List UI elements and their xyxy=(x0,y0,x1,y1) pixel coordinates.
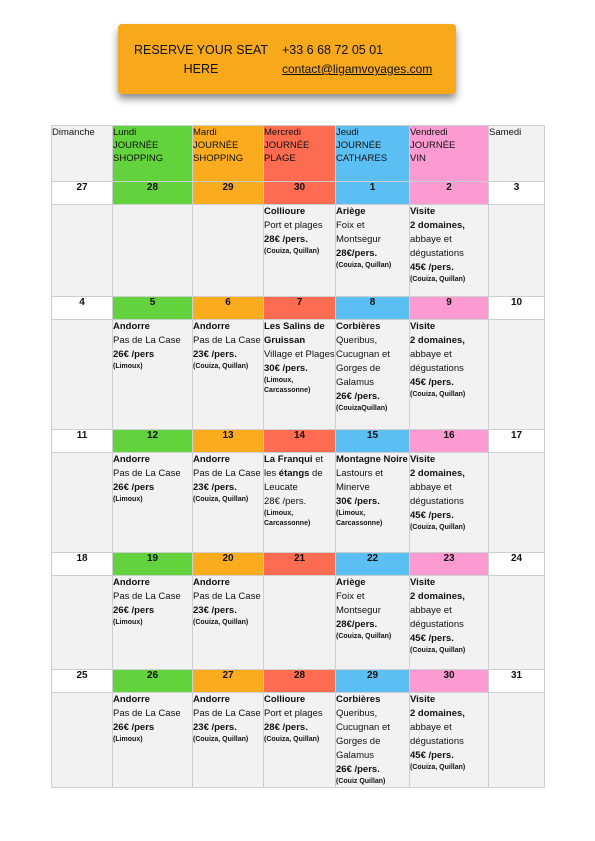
description: abbaye et dégustations xyxy=(410,349,464,374)
destination: Visite xyxy=(410,694,436,705)
theme-line-2: CATHARES xyxy=(336,153,388,164)
header-wednesday xyxy=(264,126,336,182)
header-friday xyxy=(410,126,489,182)
destination: Collioure xyxy=(264,694,306,705)
date-cell: 23 xyxy=(410,553,489,576)
empty-cell xyxy=(489,693,545,788)
destination: Andorre xyxy=(193,577,230,588)
description: abbaye et dégustations xyxy=(410,234,464,259)
destination: Andorre xyxy=(193,694,230,705)
description: Village et Plages xyxy=(264,349,335,360)
empty-cell xyxy=(52,320,113,430)
empty-cell xyxy=(52,693,113,788)
date-cell: 28 xyxy=(113,182,193,205)
departure-towns: (CouizaQuillan) xyxy=(336,405,388,412)
description: Pas de La Case xyxy=(193,591,261,602)
empty-cell xyxy=(52,205,113,297)
reserve-banner[interactable] xyxy=(118,24,456,94)
event-price: 45€ /pers. xyxy=(410,510,454,521)
description: Pas de La Case xyxy=(193,708,261,719)
day-name: Samedi xyxy=(489,127,522,138)
event-cell[interactable] xyxy=(336,205,410,297)
destination: Andorre xyxy=(193,321,230,332)
date-cell: 27 xyxy=(193,670,264,693)
destination: Visite xyxy=(410,454,436,465)
theme-line-2: PLAGE xyxy=(264,153,296,164)
departure-towns: (Couiza, Quillan) xyxy=(193,496,249,503)
departure-towns: (Couiza, Quillan) xyxy=(410,524,466,531)
date-row xyxy=(52,430,545,453)
description: Pas de La Case xyxy=(113,591,181,602)
header-monday xyxy=(113,126,193,182)
destination: Montagne Noire xyxy=(336,454,408,465)
description-bold: 2 domaines, xyxy=(410,708,465,719)
event-price: 30€ /pers. xyxy=(264,363,308,374)
date-cell: 31 xyxy=(489,670,545,693)
date-cell: 1 xyxy=(336,182,410,205)
date-row xyxy=(52,670,545,693)
event-cell[interactable] xyxy=(336,693,410,788)
event-price: 28€ /pers. xyxy=(264,234,308,245)
departure-towns: (Limoux) xyxy=(113,619,143,626)
departure-towns: (Couiza, Quillan) xyxy=(410,391,466,398)
event-cell[interactable] xyxy=(336,576,410,670)
departure-towns: (Couiza, Quillan) xyxy=(264,248,320,255)
destination: Andorre xyxy=(113,577,150,588)
date-cell: 13 xyxy=(193,430,264,453)
date-cell: 4 xyxy=(52,297,113,320)
event-price: 28€ /pers. xyxy=(264,496,307,507)
day-name: Mercredi xyxy=(264,127,301,138)
date-cell: 25 xyxy=(52,670,113,693)
event-cell[interactable] xyxy=(264,693,336,788)
calendar-table xyxy=(51,125,545,788)
empty-cell xyxy=(52,453,113,553)
description: Lastours et Minerve xyxy=(336,468,383,493)
reserve-seat-text[interactable]: RESERVE YOUR SEAT HERE xyxy=(133,43,269,76)
date-cell: 26 xyxy=(113,670,193,693)
theme-line-1: JOURNÉE xyxy=(264,140,310,151)
date-cell: 12 xyxy=(113,430,193,453)
date-cell: 3 xyxy=(489,182,545,205)
event-cell[interactable] xyxy=(410,453,489,553)
date-cell: 6 xyxy=(193,297,264,320)
event-cell[interactable] xyxy=(410,576,489,670)
event-price: 26€ /pers xyxy=(113,349,155,360)
theme-line-1: JOURNÉE xyxy=(113,140,159,151)
departure-towns: (Couiza, Quillan) xyxy=(193,363,249,370)
date-cell: 20 xyxy=(193,553,264,576)
departure-towns: (Couiza, Quillan) xyxy=(336,262,392,269)
event-price: 26€ /pers xyxy=(113,605,155,616)
event-cell[interactable] xyxy=(264,320,336,430)
event-price: 45€ /pers. xyxy=(410,262,454,273)
destination-part: étangs xyxy=(278,468,310,479)
date-row xyxy=(52,297,545,320)
destination: Andorre xyxy=(193,454,230,465)
date-cell: 14 xyxy=(264,430,336,453)
date-cell: 29 xyxy=(193,182,264,205)
empty-cell xyxy=(193,205,264,297)
departure-towns: (Limoux, Carcassonne) xyxy=(336,510,383,527)
description: abbaye et dégustations xyxy=(410,605,464,630)
date-cell: 9 xyxy=(410,297,489,320)
event-price: 26€ /pers. xyxy=(336,391,380,402)
event-cell[interactable] xyxy=(336,453,410,553)
departure-towns: (Limoux) xyxy=(113,363,143,370)
date-cell: 15 xyxy=(336,430,410,453)
header-tuesday xyxy=(193,126,264,182)
destination: Andorre xyxy=(113,454,150,465)
description-bold: 2 domaines, xyxy=(410,335,465,346)
date-row xyxy=(52,553,545,576)
destination: Ariège xyxy=(336,577,366,588)
description-bold: 2 domaines, xyxy=(410,468,465,479)
empty-cell xyxy=(489,320,545,430)
description: Pas de La Case xyxy=(193,335,261,346)
description: Foix et Montsegur xyxy=(336,220,381,245)
description: Port et plages xyxy=(264,708,323,719)
empty-cell xyxy=(489,576,545,670)
destination: Collioure xyxy=(264,206,306,217)
departure-towns: (Limoux) xyxy=(113,496,143,503)
event-cell[interactable] xyxy=(410,693,489,788)
date-cell: 18 xyxy=(52,553,113,576)
header-row xyxy=(52,126,545,182)
event-cell[interactable] xyxy=(410,320,489,430)
theme-line-2: SHOPPING xyxy=(193,153,244,164)
event-cell[interactable] xyxy=(113,693,193,788)
event-price: 23€ /pers. xyxy=(193,605,237,616)
event-cell[interactable] xyxy=(113,576,193,670)
departure-towns: (Couiza, Quillan) xyxy=(264,736,320,743)
date-row xyxy=(52,182,545,205)
event-price: 45€ /pers. xyxy=(410,377,454,388)
header-sunday xyxy=(52,126,113,182)
date-cell: 22 xyxy=(336,553,410,576)
description: abbaye et dégustations xyxy=(410,722,464,747)
departure-towns: (Limoux, Carcassonne) xyxy=(264,377,311,394)
destination: Andorre xyxy=(113,321,150,332)
description: Pas de La Case xyxy=(113,468,181,479)
day-name: Dimanche xyxy=(52,127,95,138)
departure-towns: (Couiza, Quillan) xyxy=(193,619,249,626)
date-cell: 29 xyxy=(336,670,410,693)
destination: Ariège xyxy=(336,206,366,217)
empty-cell xyxy=(113,205,193,297)
event-price: 23€ /pers. xyxy=(193,482,237,493)
departure-towns: (Limoux) xyxy=(113,736,143,743)
departure-towns: (Couiza, Quillan) xyxy=(193,736,249,743)
destination: Corbières xyxy=(336,321,381,332)
event-price: 26€ /pers xyxy=(113,482,155,493)
date-cell: 2 xyxy=(410,182,489,205)
theme-line-1: JOURNÉE xyxy=(193,140,239,151)
event-cell[interactable] xyxy=(264,453,336,553)
date-cell: 28 xyxy=(264,670,336,693)
destination: Visite xyxy=(410,321,436,332)
event-price: 45€ /pers. xyxy=(410,750,454,761)
description: Queribus, Cucugnan et Gorges de Galamus xyxy=(336,708,390,761)
departure-towns: (Limoux, Carcassonne) xyxy=(264,510,311,527)
event-cell[interactable] xyxy=(193,320,264,430)
date-cell: 11 xyxy=(52,430,113,453)
phone-number[interactable]: +33 6 68 72 05 01 xyxy=(282,43,384,57)
event-price: 28€/pers. xyxy=(336,619,378,630)
date-cell: 27 xyxy=(52,182,113,205)
destination: Les Salins de Gruissan xyxy=(264,321,325,346)
description: Foix et Montsegur xyxy=(336,591,381,616)
empty-cell xyxy=(489,205,545,297)
destination: Visite xyxy=(410,577,436,588)
events-row xyxy=(52,693,545,788)
event-price: 28€/pers. xyxy=(336,248,378,259)
description: Port et plages xyxy=(264,220,323,231)
day-name: Vendredi xyxy=(410,127,448,138)
email-link[interactable]: contact@ligamvoyages.com xyxy=(282,62,433,76)
event-cell[interactable] xyxy=(113,453,193,553)
departure-towns: (Couiza, Quillan) xyxy=(410,647,466,654)
day-name: Lundi xyxy=(113,127,137,138)
description: Pas de La Case xyxy=(113,335,181,346)
date-cell: 10 xyxy=(489,297,545,320)
description: Pas de La Case xyxy=(113,708,181,719)
event-price: 23€ /pers. xyxy=(193,722,237,733)
event-price: 26€ /pers. xyxy=(336,764,380,775)
day-name: Mardi xyxy=(193,127,217,138)
event-cell[interactable] xyxy=(193,693,264,788)
empty-cell xyxy=(489,453,545,553)
events-row xyxy=(52,205,545,297)
description-bold: 2 domaines, xyxy=(410,220,465,231)
departure-towns: (Couiza, Quillan) xyxy=(410,764,466,771)
empty-cell xyxy=(52,576,113,670)
departure-towns: (Couiza, Quillan) xyxy=(410,276,466,283)
header-thursday xyxy=(336,126,410,182)
theme-line-1: JOURNÉE xyxy=(336,140,382,151)
destination: Corbières xyxy=(336,694,381,705)
theme-line-2: SHOPPING xyxy=(113,153,164,164)
event-price: 30€ /pers. xyxy=(336,496,380,507)
date-cell: 5 xyxy=(113,297,193,320)
destination-part: de Leucate xyxy=(264,468,323,493)
event-price: 28€ /pers. xyxy=(264,722,308,733)
date-cell: 21 xyxy=(264,553,336,576)
event-cell[interactable] xyxy=(264,205,336,297)
description: Queribus, Cucugnan et Gorges de Galamus xyxy=(336,335,390,388)
empty-cell xyxy=(264,576,336,670)
date-cell: 8 xyxy=(336,297,410,320)
description: Pas de La Case xyxy=(193,468,261,479)
event-cell[interactable] xyxy=(193,453,264,553)
theme-line-1: JOURNÉE xyxy=(410,140,456,151)
date-cell: 24 xyxy=(489,553,545,576)
event-price: 23€ /pers. xyxy=(193,349,237,360)
departure-towns: (Couiz Quillan) xyxy=(336,778,386,785)
date-cell: 30 xyxy=(410,670,489,693)
event-price: 26€ /pers xyxy=(113,722,155,733)
date-cell: 30 xyxy=(264,182,336,205)
event-cell[interactable] xyxy=(336,320,410,430)
destination: Visite xyxy=(410,206,436,217)
description-bold: 2 domaines, xyxy=(410,591,465,602)
event-cell[interactable] xyxy=(113,320,193,430)
destination-rich xyxy=(264,453,335,495)
description: abbaye et dégustations xyxy=(410,482,464,507)
destination-part: et les xyxy=(264,454,324,479)
date-cell: 17 xyxy=(489,430,545,453)
date-cell: 16 xyxy=(410,430,489,453)
events-row xyxy=(52,320,545,430)
departure-towns: (Couiza, Quillan) xyxy=(336,633,392,640)
event-cell[interactable] xyxy=(410,205,489,297)
events-row xyxy=(52,453,545,553)
destination-part: La Franqui xyxy=(264,454,313,465)
destination: Andorre xyxy=(113,694,150,705)
day-name: Jeudi xyxy=(336,127,359,138)
date-cell: 7 xyxy=(264,297,336,320)
date-cell: 19 xyxy=(113,553,193,576)
events-row xyxy=(52,576,545,670)
event-cell[interactable] xyxy=(193,576,264,670)
event-price: 45€ /pers. xyxy=(410,633,454,644)
header-saturday xyxy=(489,126,545,182)
theme-line-2: VIN xyxy=(410,153,426,164)
contact-block xyxy=(282,41,432,79)
